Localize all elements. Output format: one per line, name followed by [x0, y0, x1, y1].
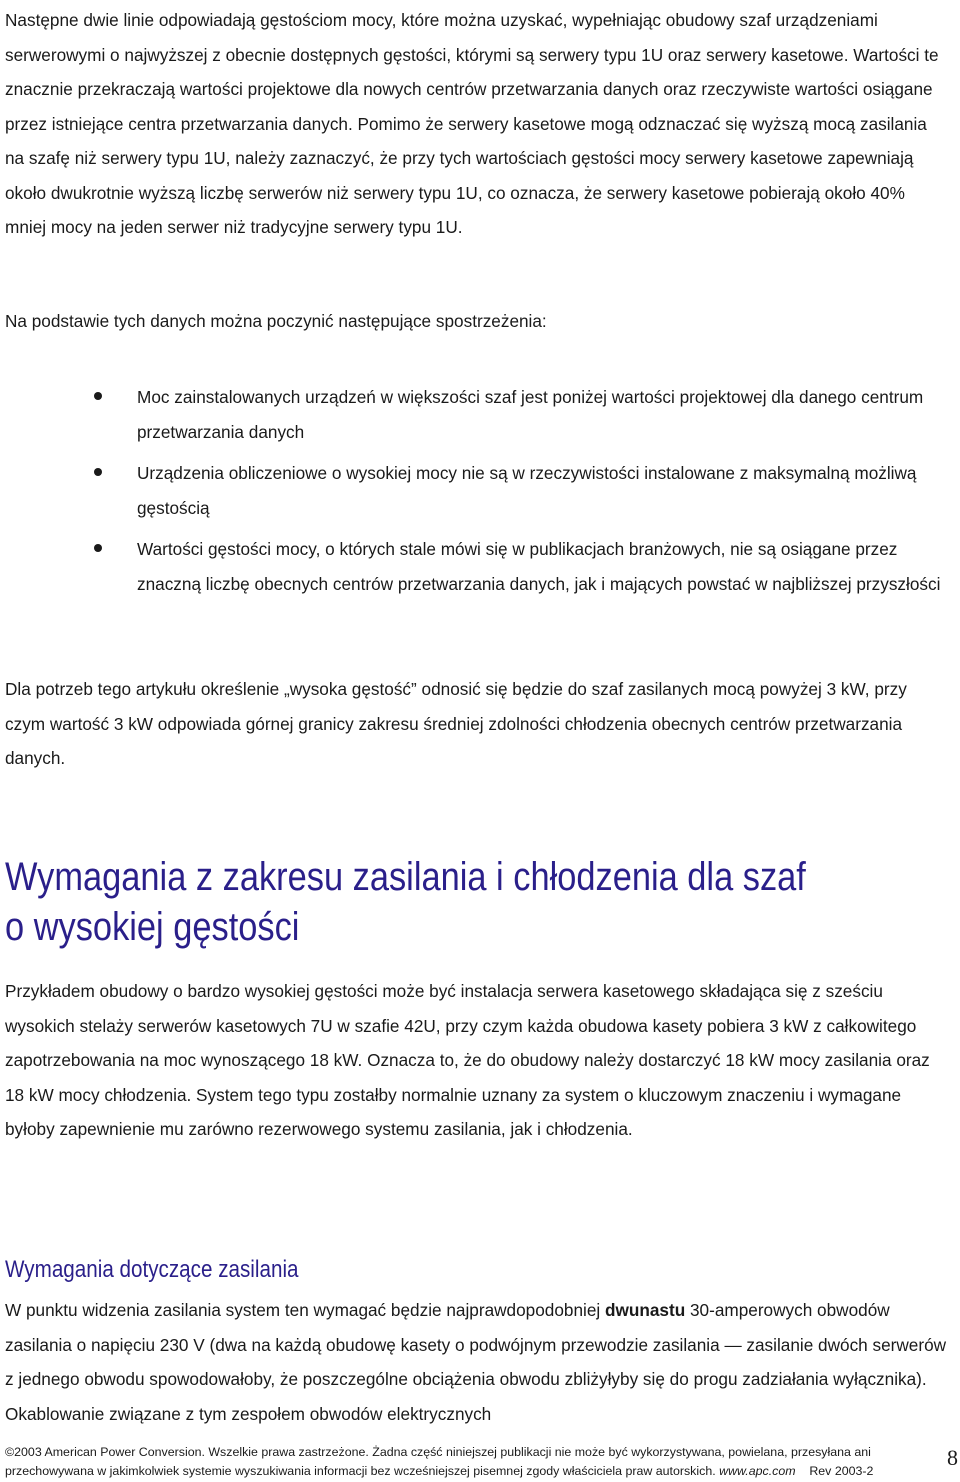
bullet-icon [94, 392, 102, 400]
bullet-icon [94, 468, 102, 476]
list-item [5, 380, 955, 449]
footer-copyright: 2003 American Power Conversion. Wszelkie prawa zastrzeżone. Żadna część niniejszej publikacji nie może być wykorzystywana, powielana, przesyłana ani przechowywana w jakimkolwiek systemie wyszukiwania informacji bez wcześniejszej pisemnej zgody właściciela praw autorskich. [5, 1445, 871, 1478]
observations-list [5, 380, 955, 608]
section-heading-line-1: Wymagania z zakresu zasilania i chłodzenia dla szaf [5, 855, 806, 899]
list-item-text: Moc zainstalowanych urządzeń w większości szaf jest poniżej wartości projektowej dla danego centrum przetwarzania danych [137, 387, 924, 442]
page-footer [5, 1443, 917, 1481]
paragraph-observations-intro: Na podstawie tych danych można poczynić następujące spostrzeżenia: [5, 311, 547, 331]
section-heading-line-2: o wysokiej gęstości [5, 905, 300, 949]
subsection-heading: Wymagania dotyczące zasilania [5, 1256, 299, 1283]
list-item [5, 532, 955, 601]
section-heading [5, 852, 951, 952]
list-item [5, 456, 955, 525]
paragraph-high-density-definition: Dla potrzeb tego artykułu określenie „wysoka gęstość” odnosić się będzie do szaf zasilanych mocą powyżej 3 kW, przy czym wartość 3 kW odpowiada górnej granicy zakresu średniej zdolności chłodzenia obecnych centrów przetwarzania danych. [5, 679, 907, 768]
paragraph-bold-word: dwunastu [605, 1300, 686, 1320]
paragraph-power-requirements [5, 1293, 953, 1431]
paragraph-text-end: 30-amperowych obwodów zasilania o napięciu 230 V (dwa na każdą obudowę kasety o podwójnym przewodzie zasilania — zasilanie dwóch serwerów z jednego obwodu spowodowałoby, że poszczególne obciążenia obwodu zbliżyłyby się do progu zadziałania wyłącznika). Okablowanie związane z tym zespołem obwodów elektrycznych [5, 1300, 947, 1424]
footer-revision: Rev 2003-2 [809, 1464, 874, 1478]
paragraph-text-start: W punktu widzenia zasilania system ten wymagać będzie najprawdopodobniej [5, 1300, 605, 1320]
page-number: 8 [947, 1445, 958, 1470]
list-item-text: Wartości gęstości mocy, o których stale mówi się w publikacjach branżowych, nie są osiągane przez znaczną liczbę obecnych centrów przetwarzania danych, jak i mających powstać w najbliższej przyszłości [137, 539, 941, 594]
footer-website-link[interactable]: www.apc.com [719, 1464, 796, 1478]
bullet-icon [94, 544, 102, 552]
copyright-icon: © [5, 1445, 15, 1459]
paragraph-power-density: Następne dwie linie odpowiadają gęstościom mocy, które można uzyskać, wypełniając obudowy szaf urządzeniami serwerowymi o najwyższej z obecnie dostępnych gęstości, którymi są serwery typu 1U oraz serwery kasetowe. Wartości te znacznie przekraczają wartości projektowe dla nowych centrów przetwarzania danych oraz rzeczywiste wartości osiągane przez istniejące centra przetwarzania danych. Pomimo że serwery kasetowe mogą odznaczać się wyższą mocą zasilania na szafę niż serwery typu 1U, należy zaznaczyć, że przy tych wartościach gęstości mocy serwery kasetowe zapewniają około dwukrotnie wyższą liczbę serwerów niż serwery typu 1U, co oznacza, że serwery kasetowe pobierają około 40% mniej mocy na jeden serwer niż tradycyjne serwery typu 1U. [5, 10, 939, 237]
list-item-text: Urządzenia obliczeniowe o wysokiej mocy nie są w rzeczywistości instalowane z maksymalną możliwą gęstością [137, 463, 917, 518]
paragraph-blade-example: Przykładem obudowy o bardzo wysokiej gęstości może być instalacja serwera kasetowego składająca się z sześciu wysokich stelaży serwerów kasetowych 7U w szafie 42U, przy czym każda obudowa kasety pobiera 3 kW z całkowitego zapotrzebowania na moc wynoszącego 18 kW. Oznacza to, że do obudowy należy dostarczyć 18 kW mocy zasilania oraz 18 kW mocy chłodzenia. System tego typu zostałby normalnie uznany za system o kluczowym znaczeniu i wymagane byłoby zapewnienie mu zarówno rezerwowego systemu zasilania, jak i chłodzenia. [5, 981, 930, 1139]
